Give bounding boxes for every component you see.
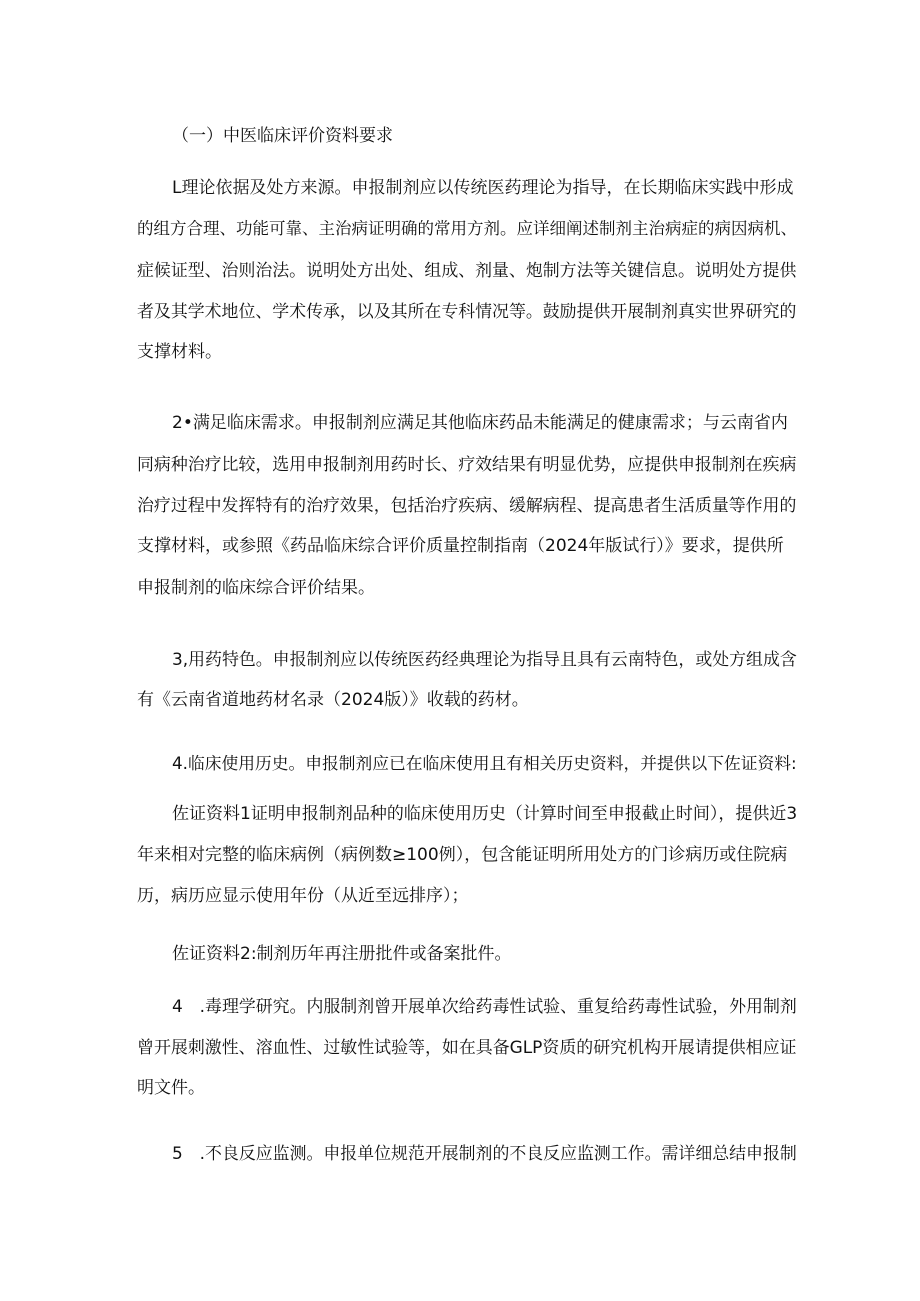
paragraph-8-line-1: 5 .不良反应监测。申报单位规范开展制剂的不良反应监测工作。需详细总结申报制 [172, 1143, 797, 1163]
paragraph-2-line-5: 申报制剂的临床综合评价结果。 [137, 578, 375, 598]
paragraph-2-line-1: 2•满足临床需求。申报制剂应满足其他临床药品未能满足的健康需求；与云南省内 [172, 413, 788, 433]
paragraph-5-line-3: 历，病历应显示使用年份（从近至远排序）； [137, 886, 469, 906]
paragraph-1-line-1: L理论依据及处方来源。申报制剂应以传统医药理论为指导，在长期临床实践中形成 [172, 178, 794, 198]
paragraph-7-line-3: 明文件。 [137, 1078, 205, 1098]
paragraph-1-line-5: 支撑材料。 [137, 342, 222, 362]
section-heading: （一）中医临床评价资料要求 [172, 126, 393, 146]
paragraph-1-line-4: 者及其学术地位、学术传承，以及其所在专科情况等。鼓励提供开展制剂真实世界研究的 [137, 301, 797, 321]
paragraph-4-line-1: 4.临床使用历史。申报制剂应已在临床使用且有相关历史资料，并提供以下佐证资料: [172, 753, 797, 773]
paragraph-5-line-2: 年来相对完整的临床病例（病例数≥100例），包含能证明所用处方的门诊病历或住院病 [137, 845, 788, 865]
paragraph-3-line-1: 3,用药特色。申报制剂应以传统医药经典理论为指导且具有云南特色，或处方组成含 [172, 649, 797, 669]
paragraph-3-line-2: 有《云南省道地药材名录（2024版）》收载的药材。 [137, 690, 529, 710]
paragraph-7-line-1: 4 .毒理学研究。内服制剂曾开展单次给药毒性试验、重复给药毒性试验，外用制剂 [172, 996, 797, 1016]
paragraph-2-line-2: 同病种治疗比较，选用申报制剂用药时长、疗效结果有明显优势，应提供申报制剂在疾病 [137, 454, 797, 474]
paragraph-5-line-1: 佐证资料1证明申报制剂品种的临床使用历史（计算时间至申报截止时间），提供近3 [172, 804, 798, 824]
paragraph-6-line-1: 佐证资料2:制剂历年再注册批件或备案批件。 [172, 944, 512, 964]
paragraph-1-line-2: 的组方合理、功能可靠、主治病证明确的常用方剂。应详细阐述制剂主治病症的病因病机、 [137, 219, 797, 238]
paragraph-2-line-4: 支撑材料，或参照《药品临床综合评价质量控制指南（2024年版试行）》要求，提供所 [137, 536, 784, 556]
paragraph-1-line-3: 症候证型、治则治法。说明处方出处、组成、剂量、炮制方法等关键信息。说明处方提供 [137, 260, 797, 280]
paragraph-2-line-3: 治疗过程中发挥特有的治疗效果，包括治疗疾病、缓解病程、提高患者生活质量等作用的 [137, 495, 797, 515]
paragraph-7-line-2: 曾开展刺激性、溶血性、过敏性试验等，如在具备GLP资质的研究机构开展请提供相应证 [137, 1037, 797, 1057]
